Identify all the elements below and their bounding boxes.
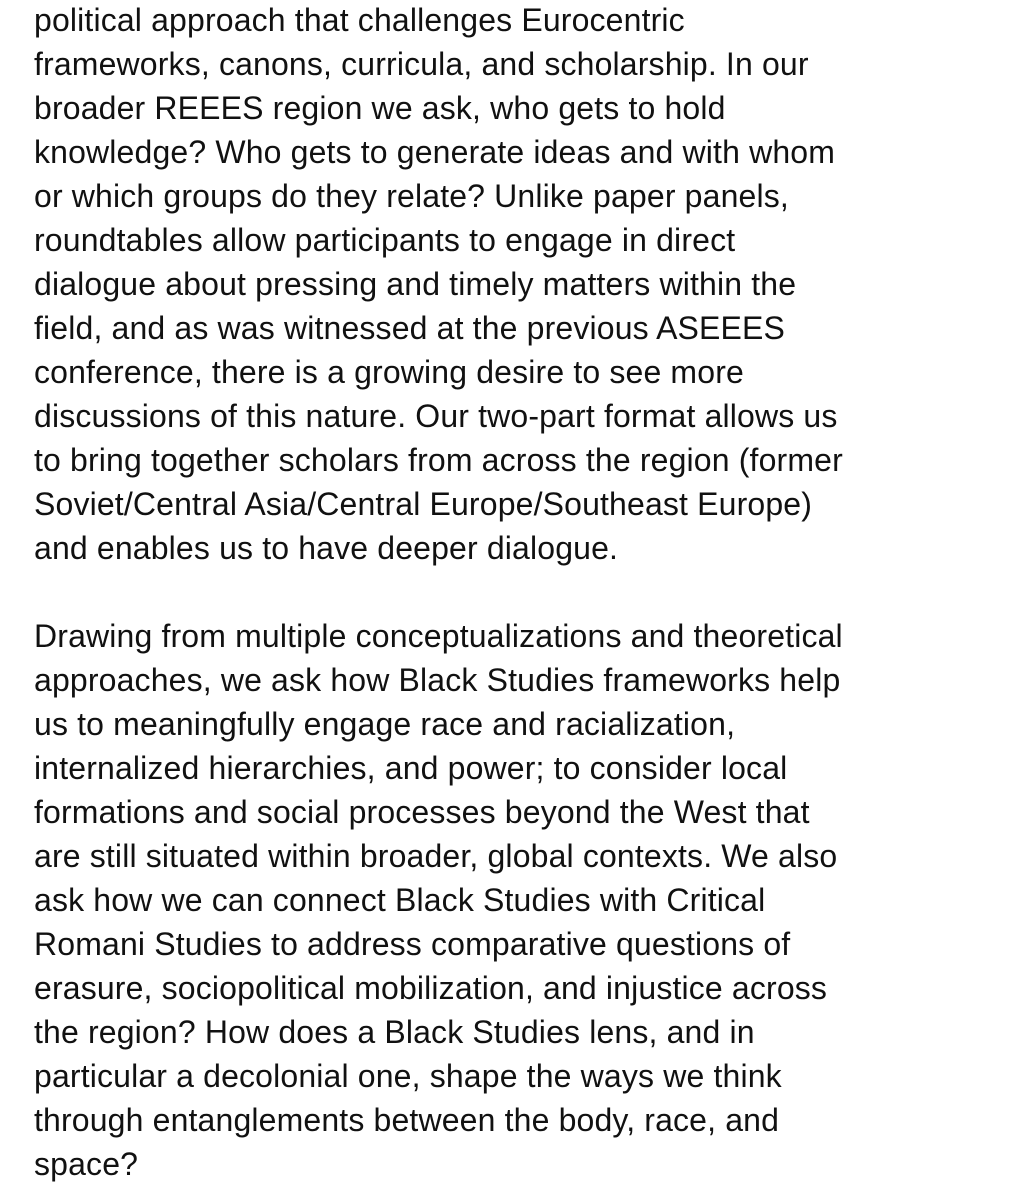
text-line: roundtables allow participants to engage in direct: [34, 222, 736, 258]
text-line: through entanglements between the body, race, and: [34, 1102, 780, 1138]
text-line: discussions of this nature. Our two-part format allows us: [34, 398, 838, 434]
text-line: ask how we can connect Black Studies with Critical: [34, 882, 766, 918]
text-line: broader REEES region we ask, who gets to hold: [34, 90, 726, 126]
text-line: political approach that challenges Eurocentric: [34, 2, 685, 38]
text-line: erasure, sociopolitical mobilization, and injustice across: [34, 970, 828, 1006]
text-line: and enables us to have deeper dialogue.: [34, 530, 619, 566]
paragraph-2: [34, 614, 843, 1186]
text-line: approaches, we ask how Black Studies frameworks help: [34, 662, 841, 698]
text-line: frameworks, canons, curricula, and scholarship. In our: [34, 46, 809, 82]
text-line: us to meaningfully engage race and racialization,: [34, 706, 736, 742]
text-line: or which groups do they relate? Unlike paper panels,: [34, 178, 789, 214]
text-line: to bring together scholars from across the region (former: [34, 442, 843, 478]
text-line: the region? How does a Black Studies lens, and in: [34, 1014, 755, 1050]
text-line: dialogue about pressing and timely matters within the: [34, 266, 797, 302]
paragraph-1: [34, 0, 843, 570]
text-line: Romani Studies to address comparative questions of: [34, 926, 791, 962]
text-line: are still situated within broader, global contexts. We also: [34, 838, 838, 874]
text-line: field, and as was witnessed at the previous ASEEES: [34, 310, 786, 346]
text-line: Drawing from multiple conceptualizations and theoretical: [34, 618, 843, 654]
text-line: internalized hierarchies, and power; to consider local: [34, 750, 788, 786]
text-line: Soviet/Central Asia/Central Europe/Southeast Europe): [34, 486, 813, 522]
text-line: conference, there is a growing desire to see more: [34, 354, 744, 390]
text-line: space?: [34, 1146, 139, 1182]
text-line: knowledge? Who gets to generate ideas and with whom: [34, 134, 836, 170]
text-line: particular a decolonial one, shape the ways we think: [34, 1058, 782, 1094]
text-line: formations and social processes beyond the West that: [34, 794, 810, 830]
